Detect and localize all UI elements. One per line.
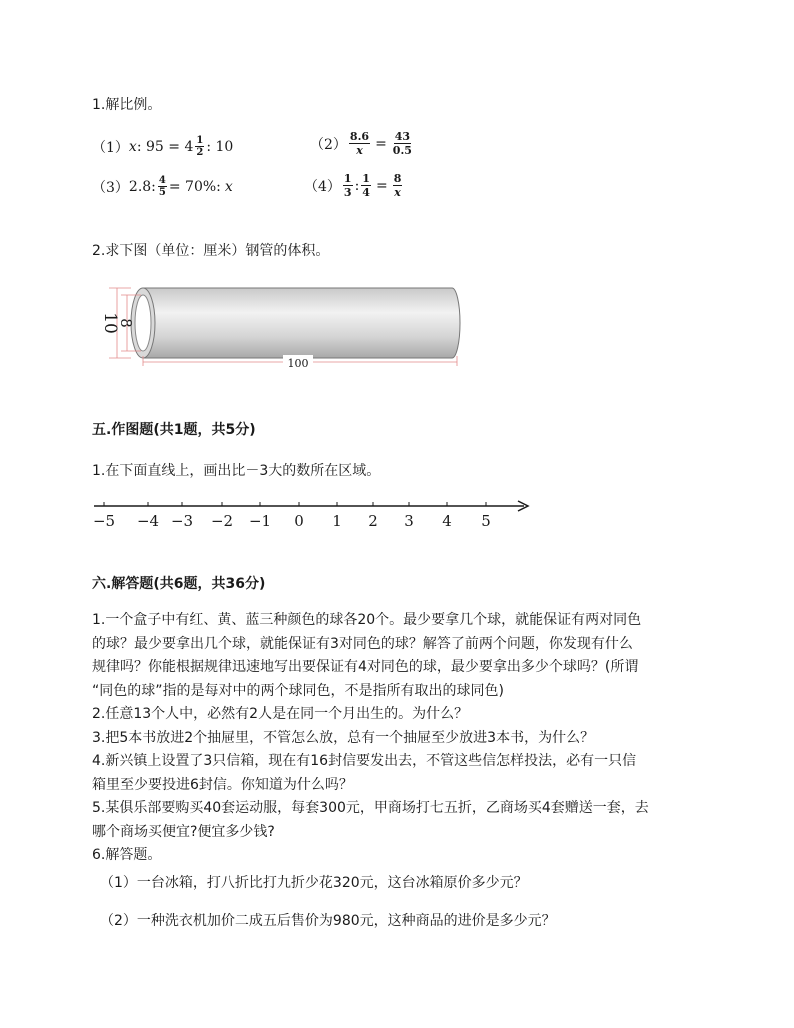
section-6-title: 六.解答题(共6题，共36分)	[92, 576, 266, 592]
eq4-num-2: 1	[362, 172, 370, 185]
eq2-equals: =	[375, 135, 387, 152]
steel-pipe-figure	[95, 278, 475, 373]
eq2-den-left: x	[356, 144, 363, 157]
inner-diameter-label: 8	[117, 318, 135, 328]
eq1-frac-num: 1	[196, 135, 204, 146]
number-line-tick-label: −2	[210, 512, 234, 530]
q6-6-sub2: （2）一种洗衣机加价二成五后售价为980元，这种商品的进价是多少元？	[100, 913, 556, 929]
q5-1-text: 1.在下面直线上，画出比－3大的数所在区域。	[92, 463, 381, 479]
equation-4	[304, 172, 404, 199]
eq2-fraction-right	[392, 130, 413, 157]
equation-1	[92, 135, 233, 158]
number-line-tick-label: −1	[248, 512, 272, 530]
eq4-fraction-2	[361, 172, 371, 199]
eq4-num-3: 8	[393, 172, 402, 185]
eq3-frac-den: 5	[158, 187, 166, 198]
q6-6-sub1: （1）一台冰箱，打八折比打九折少花320元，这台冰箱原价多少元？	[100, 875, 528, 891]
eq2-den-right: 0.5	[392, 144, 412, 157]
q6-4-line: 箱里至少要投进6封信。你知道为什么吗？	[92, 776, 353, 793]
eq2-num-right: 43	[394, 130, 411, 143]
number-line-tick-label: 5	[481, 512, 491, 530]
number-line-tick-label: 2	[368, 512, 378, 530]
number-line-tick-label: −4	[136, 512, 160, 530]
q1-title: 1.解比例。	[92, 97, 162, 113]
eq3-part1: 2.8:	[128, 178, 156, 195]
q6-5-line: 哪个商场买便宜?便宜多少钱?	[92, 823, 275, 840]
eq4-num-1: 1	[343, 172, 352, 185]
eq1-part1: : 95 = 4	[136, 138, 194, 155]
q6-4-line: 4.新兴镇上设置了3只信箱，现在有16封信要发出去，不管这些信怎样投法，必有一只信	[92, 753, 637, 769]
eq4-den-1: 3	[343, 186, 352, 199]
eq4-equals: =	[375, 177, 388, 194]
eq4-label: （4）	[304, 178, 341, 195]
eq1-var: x	[128, 138, 137, 155]
eq1-label: （1）	[92, 139, 129, 156]
outer-diameter-label: 10	[100, 312, 120, 334]
equation-3	[92, 175, 233, 198]
eq2-label: （2）	[310, 136, 347, 153]
eq4-fraction-1	[343, 172, 353, 199]
eq4-den-3: x	[394, 186, 401, 199]
eq2-num-left: 8.6	[349, 130, 370, 143]
eq1-frac-den: 2	[196, 147, 204, 158]
q6-1-line: 规律吗？你能根据规律迅速地写出要保证有4对同色的球，最少要拿出多少个球吗？(所谓	[92, 659, 639, 675]
eq4-den-2: 4	[362, 186, 370, 199]
section-5-title: 五.作图题(共1题，共5分)	[92, 422, 256, 438]
eq2-fraction-left	[349, 130, 370, 157]
number-line-tick-label: 1	[332, 512, 342, 530]
number-line-tick-label: 4	[442, 512, 452, 530]
q6-1-line: 的球？最少要拿出几个球，就能保证有3对同色的球？解答了前两个问题，你发现有什么	[92, 635, 633, 652]
eq3-label: （3）	[92, 179, 129, 196]
q6-1-line: “同色的球”指的是每对中的两个球同色，不是指所有取出的球同色)	[92, 682, 504, 699]
eq1-part2: : 10	[206, 138, 234, 155]
pipe-inner-hole	[135, 295, 151, 351]
q6-3-text: 3.把5本书放进2个抽屉里，不管怎么放，总有一个抽屉至少放进3本书，为什么？	[92, 729, 595, 746]
number-line-tick-label: 3	[404, 512, 414, 530]
eq3-frac-num: 4	[158, 175, 166, 186]
q6-1-line: 1.一个盒子中有红、黄、蓝三种颜色的球各20个。最少要拿几个球，就能保证有两对同色	[92, 612, 642, 628]
eq4-colon: :	[354, 177, 360, 194]
q6-1-paragraph	[92, 609, 712, 868]
pipe-body	[143, 288, 460, 358]
q6-2-text: 2.任意13个人中，必然有2人是在同一个月出生的。为什么？	[92, 706, 469, 722]
number-line-tick-label: −3	[170, 512, 194, 530]
q6-5-line: 5.某俱乐部要购买40套运动服，每套300元，甲商场打七五折，乙商场买4套赠送一套，去	[92, 800, 649, 816]
length-label: 100	[287, 357, 309, 370]
eq3-fraction	[158, 175, 167, 198]
q2-title: 2.求下图（单位：厘米）钢管的体积。	[92, 243, 330, 259]
number-line-tick-label: −5	[92, 512, 116, 530]
q6-6-text: 6.解答题。	[92, 847, 162, 863]
number-line-tick-label: 0	[294, 512, 304, 530]
eq4-fraction-3	[393, 172, 403, 199]
eq1-fraction	[195, 135, 204, 158]
eq3-part2: = 70%:	[168, 178, 221, 195]
eq3-var: x	[224, 178, 233, 195]
equation-2	[310, 130, 415, 157]
number-line	[92, 495, 537, 535]
